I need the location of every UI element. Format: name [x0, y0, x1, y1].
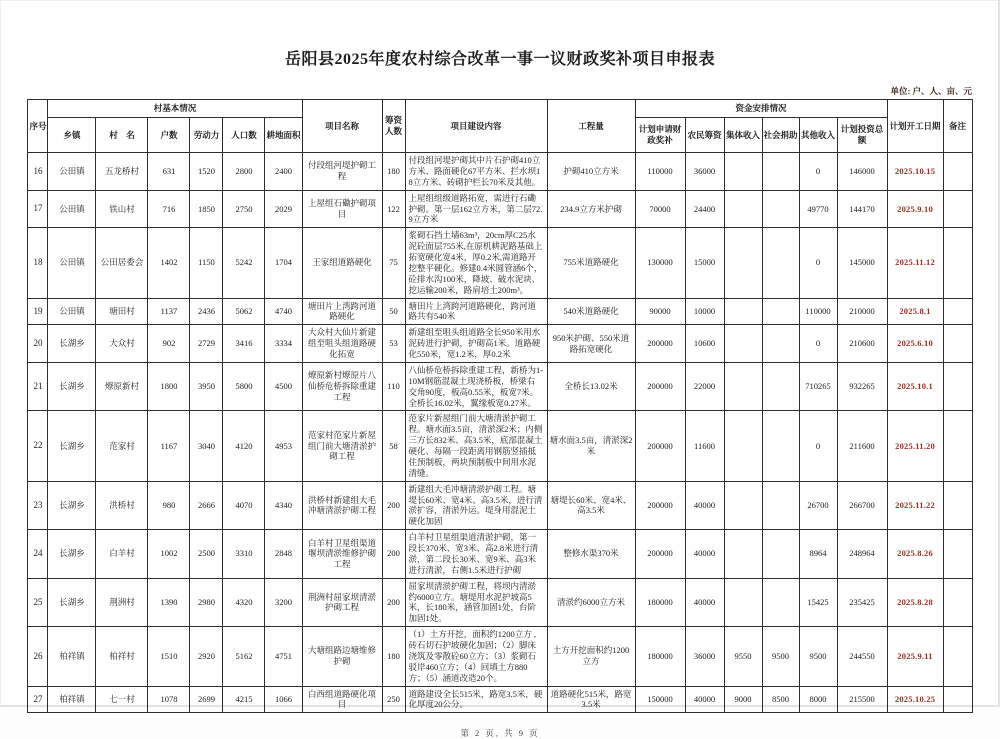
cell-population: 5162 [223, 627, 265, 686]
cell-quantity: 755米道路硬化 [547, 228, 635, 298]
cell-population: 5242 [223, 228, 265, 298]
cell-quantity: 清淤约6000立方米 [547, 578, 635, 627]
cell-farmer: 24400 [685, 190, 724, 228]
cell-farmland: 4751 [265, 627, 302, 686]
cell-farmer: 40000 [685, 578, 724, 627]
header-farmland: 耕地面积 [265, 118, 302, 153]
cell-fundraisers: 180 [382, 627, 405, 686]
cell-town: 长湖乡 [48, 481, 96, 530]
cell-subsidy: 200000 [635, 325, 685, 363]
cell-population: 4320 [223, 578, 265, 627]
cell-town: 长湖乡 [48, 325, 96, 363]
cell-remark [943, 362, 972, 411]
cell-project: 塘田片上湾跨河道路硬化 [302, 298, 382, 325]
cell-fundraisers: 53 [382, 325, 405, 363]
cell-labor: 2699 [190, 686, 223, 713]
header-total-invest: 计划投资总额 [837, 118, 887, 153]
cell-farmer: 15000 [685, 228, 724, 298]
cell-population: 5062 [223, 298, 265, 325]
cell-collective [724, 481, 762, 530]
cell-fundraisers: 75 [382, 228, 405, 298]
cell-date: 2025.9.10 [887, 190, 943, 228]
cell-subsidy: 90000 [635, 298, 685, 325]
cell-collective [724, 153, 762, 191]
cell-town: 长湖乡 [48, 530, 96, 579]
cell-project: 燎原新村燎原片八仙桥危桥拆除重建工程 [302, 362, 382, 411]
cell-subsidy: 130000 [635, 228, 685, 298]
cell-households: 1510 [148, 627, 190, 686]
cell-quantity: 540米道路硬化 [547, 298, 635, 325]
cell-farmland: 2848 [265, 530, 302, 579]
cell-households: 1800 [148, 362, 190, 411]
cell-seq: 24 [28, 530, 48, 579]
cell-farmer: 40000 [685, 530, 724, 579]
cell-collective [724, 530, 762, 579]
table-header [28, 100, 972, 153]
cell-labor: 2500 [190, 530, 223, 579]
header-funding-group: 资金安排情况 [635, 100, 887, 118]
cell-other: 0 [799, 325, 837, 363]
cell-seq: 25 [28, 578, 48, 627]
cell-seq: 17 [28, 190, 48, 228]
cell-farmland: 4740 [265, 298, 302, 325]
cell-other: 26700 [799, 481, 837, 530]
cell-collective: 9550 [724, 627, 762, 686]
cell-labor: 2729 [190, 325, 223, 363]
cell-labor: 2980 [190, 578, 223, 627]
cell-collective [724, 190, 762, 228]
cell-other: 0 [799, 228, 837, 298]
header-collective: 集体收入 [724, 118, 762, 153]
page-title: 岳阳县2025年度农村综合改革一事一议财政奖补项目申报表 [284, 51, 715, 68]
cell-town: 公田镇 [48, 190, 96, 228]
cell-subsidy: 200000 [635, 411, 685, 481]
cell-donation [762, 362, 799, 411]
cell-farmer: 40000 [685, 481, 724, 530]
cell-other: 0 [799, 411, 837, 481]
cell-farmland: 3334 [265, 325, 302, 363]
cell-donation [762, 481, 799, 530]
unit-note: 单位: 户、人、亩、元 [890, 86, 972, 96]
cell-total: 215500 [837, 686, 887, 713]
cell-remark [943, 627, 972, 686]
cell-farmer: 36000 [685, 153, 724, 191]
header-seq: 序号 [28, 100, 48, 153]
cell-content: 新建组大毛冲塘清淤护砌工程。塘堤长60米、宽4米、高3.5米，进行清淤扩容，清淤外运。堤身用混泥土硬化加固 [405, 481, 547, 530]
cell-remark [943, 190, 972, 228]
cell-farmer: 10600 [685, 325, 724, 363]
cell-quantity: 护砌410立方米 [547, 153, 635, 191]
cell-population: 4070 [223, 481, 265, 530]
cell-town: 柏祥镇 [48, 686, 96, 713]
header-project-name: 项目名称 [302, 100, 382, 153]
cell-town: 柏祥镇 [48, 627, 96, 686]
cell-project: 范家村范家片新屋组门前大塘清淤护砌工程 [302, 411, 382, 481]
cell-quantity: 塘水面3.5亩，清淤深2米 [547, 411, 635, 481]
cell-village: 荆洲村 [96, 578, 148, 627]
cell-content: 塘田片上湾跨河道路硬化，跨河道路共有540米 [405, 298, 547, 325]
cell-fundraisers: 180 [382, 153, 405, 191]
cell-content: （1）土方开挖，面积约1200立方 ,砖石切石护坡硬化加固；（2）脚床浇筑及零散砼60立方；（3）浆砌石驳岸460立方；（4）回填土方880方；（5）涵道改造20个。 [405, 627, 547, 686]
header-town: 乡镇 [48, 118, 96, 153]
cell-subsidy: 110000 [635, 153, 685, 191]
cell-fundraisers: 250 [382, 686, 405, 713]
cell-donation [762, 228, 799, 298]
table-row [28, 530, 972, 579]
cell-project: 付段组河堤护砌工程 [302, 153, 382, 191]
cell-labor: 1150 [190, 228, 223, 298]
cell-population: 2750 [223, 190, 265, 228]
cell-subsidy: 150000 [635, 686, 685, 713]
cell-seq: 23 [28, 481, 48, 530]
cell-labor: 2666 [190, 481, 223, 530]
cell-quantity: 塘堤长60米、宽4米、高3.5米 [547, 481, 635, 530]
cell-date: 2025.8.1 [887, 298, 943, 325]
cell-village: 七一村 [96, 686, 148, 713]
cell-subsidy: 180000 [635, 578, 685, 627]
cell-remark [943, 411, 972, 481]
cell-donation: 8500 [762, 686, 799, 713]
project-application-table [27, 99, 972, 713]
header-quantity: 工程量 [547, 100, 635, 153]
cell-households: 716 [148, 190, 190, 228]
cell-farmer: 36000 [685, 627, 724, 686]
cell-quantity: 道路硬化515米，路宽3.5米 [547, 686, 635, 713]
cell-donation [762, 411, 799, 481]
cell-other: 49770 [799, 190, 837, 228]
cell-seq: 22 [28, 411, 48, 481]
cell-project: 洪桥村新建组大毛冲塘清淤护砌工程 [302, 481, 382, 530]
cell-population: 4120 [223, 411, 265, 481]
cell-seq: 16 [28, 153, 48, 191]
cell-households: 980 [148, 481, 190, 530]
cell-other: 15425 [799, 578, 837, 627]
table-row [28, 298, 972, 325]
cell-population: 2800 [223, 153, 265, 191]
cell-seq: 26 [28, 627, 48, 686]
cell-other: 8000 [799, 686, 837, 713]
cell-households: 631 [148, 153, 190, 191]
cell-remark [943, 325, 972, 363]
cell-total: 146000 [837, 153, 887, 191]
cell-subsidy: 180000 [635, 627, 685, 686]
cell-subsidy: 200000 [635, 530, 685, 579]
cell-labor: 3040 [190, 411, 223, 481]
cell-remark [943, 530, 972, 579]
cell-total: 145000 [837, 228, 887, 298]
cell-donation: 9500 [762, 627, 799, 686]
header-start-date: 计划开工日期 [887, 100, 943, 153]
cell-total: 248964 [837, 530, 887, 579]
cell-date: 2025.11.22 [887, 481, 943, 530]
cell-town: 长湖乡 [48, 362, 96, 411]
cell-farmland: 4340 [265, 481, 302, 530]
cell-remark [943, 298, 972, 325]
cell-households: 1137 [148, 298, 190, 325]
cell-content: 道路建设全长515米，路宽3.5米，硬化厚度20公分。 [405, 686, 547, 713]
cell-date: 2025.11.20 [887, 411, 943, 481]
cell-date: 2025.9.11 [887, 627, 943, 686]
cell-collective: 9000 [724, 686, 762, 713]
cell-labor: 3950 [190, 362, 223, 411]
cell-town: 长湖乡 [48, 411, 96, 481]
cell-other: 8964 [799, 530, 837, 579]
cell-total: 235425 [837, 578, 887, 627]
cell-date: 2025.11.12 [887, 228, 943, 298]
cell-fundraisers: 122 [382, 190, 405, 228]
cell-collective [724, 325, 762, 363]
cell-quantity: 234.9立方米护砌 [547, 190, 635, 228]
cell-households: 1390 [148, 578, 190, 627]
cell-collective [724, 362, 762, 411]
cell-seq: 19 [28, 298, 48, 325]
cell-village: 塘田村 [96, 298, 148, 325]
cell-date: 2025.10.15 [887, 153, 943, 191]
cell-project: 白羊村卫星组渠道堰坝清淤维修护砌工程 [302, 530, 382, 579]
table-row [28, 578, 972, 627]
cell-households: 1167 [148, 411, 190, 481]
table-row [28, 153, 972, 191]
cell-households: 1402 [148, 228, 190, 298]
cell-other: 0 [799, 153, 837, 191]
cell-fundraisers: 58 [382, 411, 405, 481]
cell-project: 大塘组路边塘维修护砌 [302, 627, 382, 686]
cell-date: 2025.8.26 [887, 530, 943, 579]
cell-seq: 20 [28, 325, 48, 363]
cell-quantity: 950米护砌、550米道路拓宽硬化 [547, 325, 635, 363]
cell-content: 白羊村卫星组渠道清淤护砌，第一段长370米、宽3米、高2.8米进行清淤，第二段长30米、宽9米、高3米进行清淤，右侧1.5米进行护砌 [405, 530, 547, 579]
cell-other: 110000 [799, 298, 837, 325]
cell-farmland: 3200 [265, 578, 302, 627]
header-households: 户数 [148, 118, 190, 153]
cell-seq: 27 [28, 686, 48, 713]
cell-farmland: 4953 [265, 411, 302, 481]
cell-donation [762, 530, 799, 579]
cell-remark [943, 481, 972, 530]
cell-content: 八仙桥危桥拆除重建工程，新桥为1-10M钢筋混凝土现浇桥板，桥梁右交角90度，板高0.55米，板宽7米。全桥长16.02米，翼缘板宽0.27米。 [405, 362, 547, 411]
table-body [28, 153, 972, 713]
cell-village: 铁山村 [96, 190, 148, 228]
cell-quantity: 整修水渠370米 [547, 530, 635, 579]
cell-project: 白西组道路硬化项目 [302, 686, 382, 713]
cell-total: 210000 [837, 298, 887, 325]
header-farmer-fund: 农民筹资 [685, 118, 724, 153]
cell-content: 新建组至咀头组道路全长950米用水泥砖进行护砌，护砌高1米。道路硬化550米，宽1.2米，厚0.2米 [405, 325, 547, 363]
cell-farmland: 2029 [265, 190, 302, 228]
cell-fundraisers: 110 [382, 362, 405, 411]
cell-remark [943, 228, 972, 298]
table-row [28, 411, 972, 481]
cell-farmer: 10000 [685, 298, 724, 325]
cell-total: 211600 [837, 411, 887, 481]
cell-date: 2025.6.10 [887, 325, 943, 363]
cell-town: 公田镇 [48, 298, 96, 325]
cell-fundraisers: 200 [382, 481, 405, 530]
header-fundraisers: 筹资人数 [382, 100, 405, 153]
cell-donation [762, 298, 799, 325]
cell-farmer: 40000 [685, 686, 724, 713]
cell-village: 公田居委会 [96, 228, 148, 298]
cell-other: 710265 [799, 362, 837, 411]
cell-donation [762, 325, 799, 363]
header-other-income: 其他收入 [799, 118, 837, 153]
cell-town: 长湖乡 [48, 578, 96, 627]
cell-date: 2025.10.1 [887, 362, 943, 411]
cell-collective [724, 298, 762, 325]
table-row [28, 190, 972, 228]
cell-project: 王家组道路硬化 [302, 228, 382, 298]
cell-village: 燎原新村 [96, 362, 148, 411]
table-row [28, 228, 972, 298]
cell-subsidy: 70000 [635, 190, 685, 228]
cell-total: 932265 [837, 362, 887, 411]
cell-households: 902 [148, 325, 190, 363]
cell-farmland: 1066 [265, 686, 302, 713]
table-row [28, 481, 972, 530]
page-number: 第 2 页, 共 9 页 [460, 728, 540, 739]
cell-project: 大众村大仙片新建组至咀头组道路硬化拓宽 [302, 325, 382, 363]
cell-farmland: 2400 [265, 153, 302, 191]
cell-content: 付段组河堤护砌其中片石护砌410立方米、路面硬化67平方米、拦水坝18立方米、砖砌护栏长70米及其他。 [405, 153, 547, 191]
cell-village: 大众村 [96, 325, 148, 363]
cell-seq: 18 [28, 228, 48, 298]
header-content: 项目建设内容 [405, 100, 547, 153]
cell-project: 荆洲村屈家坝清淤护砌工程 [302, 578, 382, 627]
cell-labor: 1520 [190, 153, 223, 191]
cell-village: 洪桥村 [96, 481, 148, 530]
cell-village: 五龙桥村 [96, 153, 148, 191]
header-population: 人口数 [223, 118, 265, 153]
cell-remark [943, 686, 972, 713]
cell-project: 上屋组石磡护砌项目 [302, 190, 382, 228]
cell-quantity: 全桥长13.02米 [547, 362, 635, 411]
cell-population: 5800 [223, 362, 265, 411]
cell-fundraisers: 200 [382, 530, 405, 579]
cell-donation [762, 190, 799, 228]
cell-collective [724, 228, 762, 298]
cell-labor: 2436 [190, 298, 223, 325]
cell-village: 白羊村 [96, 530, 148, 579]
cell-farmer: 22000 [685, 362, 724, 411]
header-village: 村 名 [96, 118, 148, 153]
cell-town: 公田镇 [48, 228, 96, 298]
cell-date: 2025.10.25 [887, 686, 943, 713]
cell-village: 范家村 [96, 411, 148, 481]
cell-village: 柏祥村 [96, 627, 148, 686]
cell-town: 公田镇 [48, 153, 96, 191]
cell-date: 2025.8.28 [887, 578, 943, 627]
table-row [28, 325, 972, 363]
table-row [28, 686, 972, 713]
cell-population: 3310 [223, 530, 265, 579]
cell-other: 9500 [799, 627, 837, 686]
cell-farmer: 11600 [685, 411, 724, 481]
cell-total: 210600 [837, 325, 887, 363]
cell-content: 上屋组组级道路拓宽，需进行石磡护砌。第一层162立方米，第二层72.9立方米 [405, 190, 547, 228]
cell-labor: 1850 [190, 190, 223, 228]
cell-remark [943, 153, 972, 191]
header-labor: 劳动力 [190, 118, 223, 153]
cell-donation [762, 153, 799, 191]
cell-subsidy: 200000 [635, 481, 685, 530]
cell-population: 4215 [223, 686, 265, 713]
cell-total: 244550 [837, 627, 887, 686]
cell-farmland: 4500 [265, 362, 302, 411]
cell-seq: 21 [28, 362, 48, 411]
cell-total: 266700 [837, 481, 887, 530]
cell-farmland: 1704 [265, 228, 302, 298]
table-row [28, 362, 972, 411]
cell-fundraisers: 200 [382, 578, 405, 627]
cell-quantity: 土方开挖面积约1200立方 [547, 627, 635, 686]
cell-subsidy: 200000 [635, 362, 685, 411]
header-remark: 备注 [943, 100, 972, 153]
cell-collective [724, 411, 762, 481]
header-subsidy: 计划申请财政奖补 [635, 118, 685, 153]
cell-collective [724, 578, 762, 627]
cell-labor: 2920 [190, 627, 223, 686]
cell-content: 浆砌石挡土墙63m³，20cm厚C25水泥砼面层755米,在原机耕泥路基础上拓宽硬化宽4米，厚0.2米,需道路开挖整平硬化。修建0.4米圆管涵6个，砼排水沟100米，降坡、破水泥块、挖运输200米，路肩培土200m³。 [405, 228, 547, 298]
cell-households: 1078 [148, 686, 190, 713]
header-village-group: 村基本情况 [48, 100, 302, 118]
cell-households: 1002 [148, 530, 190, 579]
cell-content: 屈家坝清淤护砌工程，将坝内清淤约6000立方。塘堤用水泥护坡高5米，长180米，涵管加固1处，台阶加固1处。 [405, 578, 547, 627]
cell-remark [943, 578, 972, 627]
table-row [28, 627, 972, 686]
header-donation: 社会捐助 [762, 118, 799, 153]
cell-content: 范家片新屋组门前大塘清淤护砌工程。塘水面3.5亩，清淤深2米；内侧三方长832米、高3.5米，底部混凝土硬化、每隔一段距离用钢筋竖插抵住预制板，两块预制板中间用水泥清缝。 [405, 411, 547, 481]
cell-donation [762, 578, 799, 627]
cell-fundraisers: 50 [382, 298, 405, 325]
cell-total: 144170 [837, 190, 887, 228]
cell-population: 3416 [223, 325, 265, 363]
